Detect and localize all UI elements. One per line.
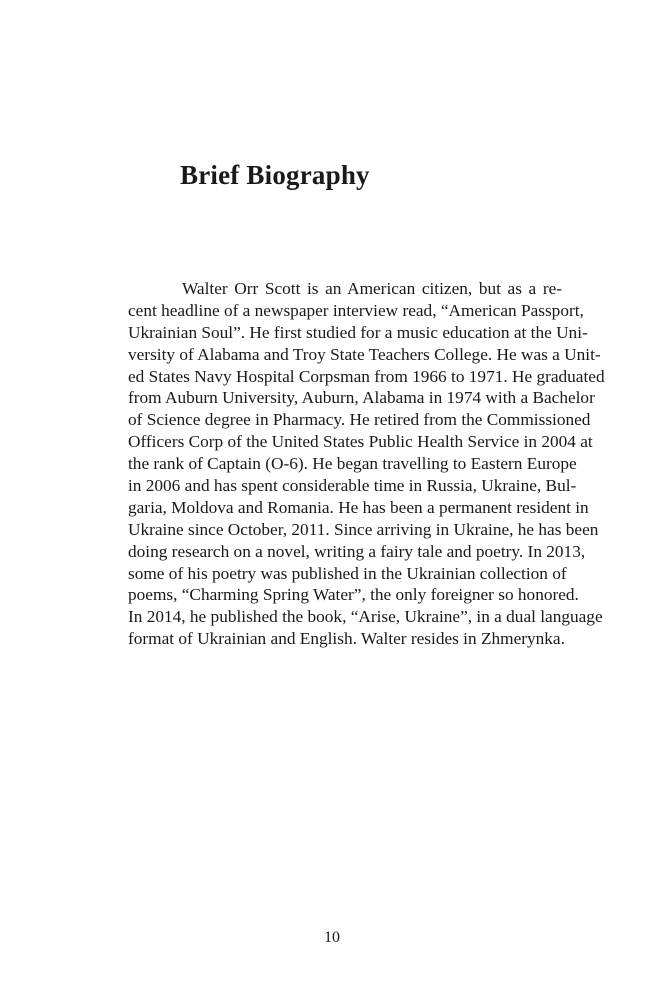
paragraph-line: in 2006 and has spent considerable time in Russia, Ukraine, Bul-	[128, 476, 577, 496]
paragraph-line: format of Ukrainian and English. Walter resides in Zhmerynka.	[128, 629, 565, 649]
paragraph-line: the rank of Captain (O-6). He began travelling to Eastern Europe	[128, 454, 577, 474]
paragraph-line: garia, Moldova and Romania. He has been a permanent resident in	[128, 497, 589, 517]
paragraph-line: Officers Corp of the United States Public Health Service in 2004 at	[128, 432, 593, 452]
page-number: 10	[324, 929, 340, 946]
paragraph-line: In 2014, he published the book, “Arise, Ukraine”, in a dual language	[128, 607, 603, 627]
paragraph-line: Ukraine since October, 2011. Since arriving in Ukraine, he has been	[128, 519, 599, 539]
paragraph-line: some of his poetry was published in the Ukrainian collection of	[128, 563, 567, 583]
paragraph-line: doing research on a novel, writing a fairy tale and poetry. In 2013,	[128, 541, 586, 561]
paragraph-line: Walter Orr Scott is an American citizen, but as a re-	[182, 279, 562, 298]
paragraph-line: cent headline of a newspaper interview read, “American Passport,	[128, 300, 584, 320]
paragraph-line: versity of Alabama and Troy State Teachers College. He was a Unit-	[128, 344, 601, 364]
paragraph-line: ed States Navy Hospital Corpsman from 1966 to 1971. He graduated	[128, 366, 605, 386]
paragraph-line: from Auburn University, Auburn, Alabama in 1974 with a Bachelor	[128, 388, 595, 408]
biography-paragraph	[128, 278, 605, 650]
page-title: Brief Biography	[180, 160, 370, 190]
paragraph-line: poems, “Charming Spring Water”, the only foreigner so honored.	[128, 585, 579, 605]
paragraph-line: of Science degree in Pharmacy. He retired from the Commissioned	[128, 410, 591, 430]
paragraph-line: Ukrainian Soul”. He first studied for a music education at the Uni-	[128, 322, 588, 342]
